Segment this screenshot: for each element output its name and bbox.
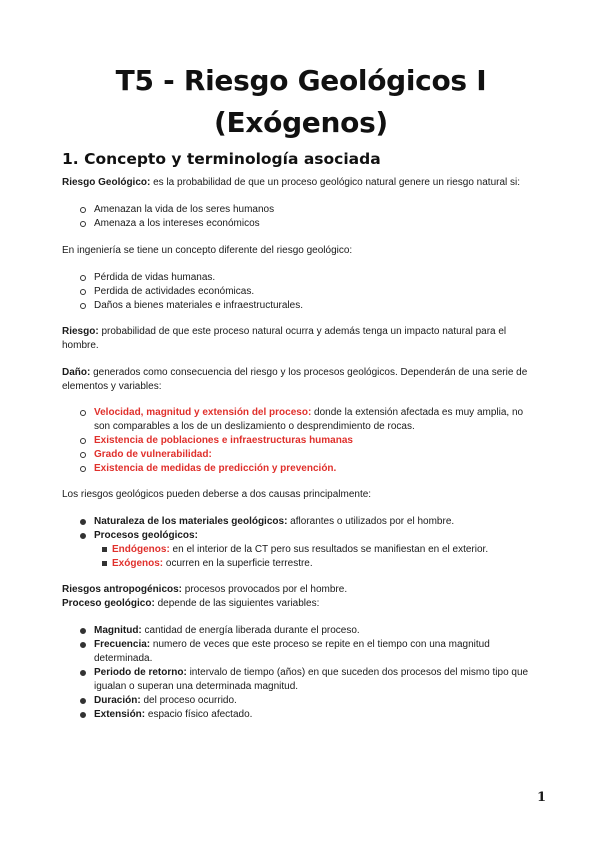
- term: Riesgo:: [62, 326, 99, 337]
- page-number: 1: [537, 790, 547, 805]
- list-item: Existencia de medidas de predicción y prevención.: [62, 462, 540, 476]
- proceso-list: [62, 624, 540, 722]
- causas-intro: Los riesgos geológicos pueden deberse a dos causas principalmente:: [62, 489, 372, 500]
- list-item: Periodo de retorno: intervalo de tiempo (años) en que suceden dos procesos del mismo tipo que igualan o superan una determinada magnitud.: [62, 666, 540, 694]
- list-item: Duración: del proceso ocurrido.: [62, 694, 540, 708]
- list-item: Frecuencia: numero de veces que este proceso se repite en el tiempo con una magnitud determinada.: [62, 638, 540, 666]
- riesgo-definition: Riesgo: probabilidad de que este proceso natural ocurra y además tenga un impacto natural para el hombre.: [62, 326, 507, 351]
- list-item: Naturaleza de los materiales geológicos: aflorantes o utilizados por el hombre.: [62, 515, 540, 529]
- antropogenicos-definition: Riesgos antropogénicos: procesos provocados por el hombre.: [62, 584, 348, 595]
- list-item: Amenazan la vida de los seres humanos: [62, 203, 540, 217]
- causas-list: [62, 515, 540, 571]
- list-item: Grado de vulnerabilidad:: [62, 448, 540, 462]
- section-heading: 1. Concepto y terminología asociada: [62, 150, 381, 168]
- document-title: [62, 60, 540, 144]
- list-item: Pérdida de vidas humanas.: [62, 271, 540, 285]
- list-item: Existencia de poblaciones e infraestructuras humanas: [62, 434, 540, 448]
- list-item: Amenaza a los intereses económicos: [62, 217, 540, 231]
- list-item: Velocidad, magnitud y extensión del proceso: donde la extensión afectada es muy amplia, no son comparables a los de un deslizamiento o desprendimiento de rocas.: [62, 406, 540, 434]
- riesgo-geologico-block: [62, 176, 540, 190]
- list-item: Daños a bienes materiales e infraestructurales.: [62, 299, 540, 313]
- term: Riesgo Geológico:: [62, 177, 151, 188]
- title-line-1: T5 - Riesgo Geológicos I: [115, 64, 487, 97]
- title-line-2: (Exógenos): [214, 106, 388, 139]
- term: Daño:: [62, 367, 91, 378]
- antropogenicos-proceso: [62, 583, 540, 611]
- riesgo-geologico-list: [62, 203, 540, 231]
- ingenieria-intro: En ingeniería se tiene un concepto diferente del riesgo geológico:: [62, 245, 353, 256]
- sub-list-item: Exógenos: ocurren en la superficie terrestre.: [62, 557, 540, 571]
- ingenieria-list: [62, 271, 540, 313]
- sub-list-item: Endógenos: en el interior de la CT pero sus resultados se manifiestan en el exterior.: [62, 543, 540, 557]
- proceso-definition: Proceso geológico: depende de las siguientes variables:: [62, 598, 320, 609]
- riesgo-geologico-definition: Riesgo Geológico: es la probabilidad de que un proceso geológico natural genere un riesgo natural si:: [62, 177, 521, 188]
- list-item: Magnitud: cantidad de energía liberada durante el proceso.: [62, 624, 540, 638]
- list-item: Perdida de actividades económicas.: [62, 285, 540, 299]
- dano-definition: Daño: generados como consecuencia del riesgo y los procesos geológicos. Dependerán de una serie de elementos y variables:: [62, 367, 528, 392]
- list-item: Procesos geológicos:: [62, 529, 540, 543]
- list-item: Extensión: espacio físico afectado.: [62, 708, 540, 722]
- dano-list: [62, 406, 540, 476]
